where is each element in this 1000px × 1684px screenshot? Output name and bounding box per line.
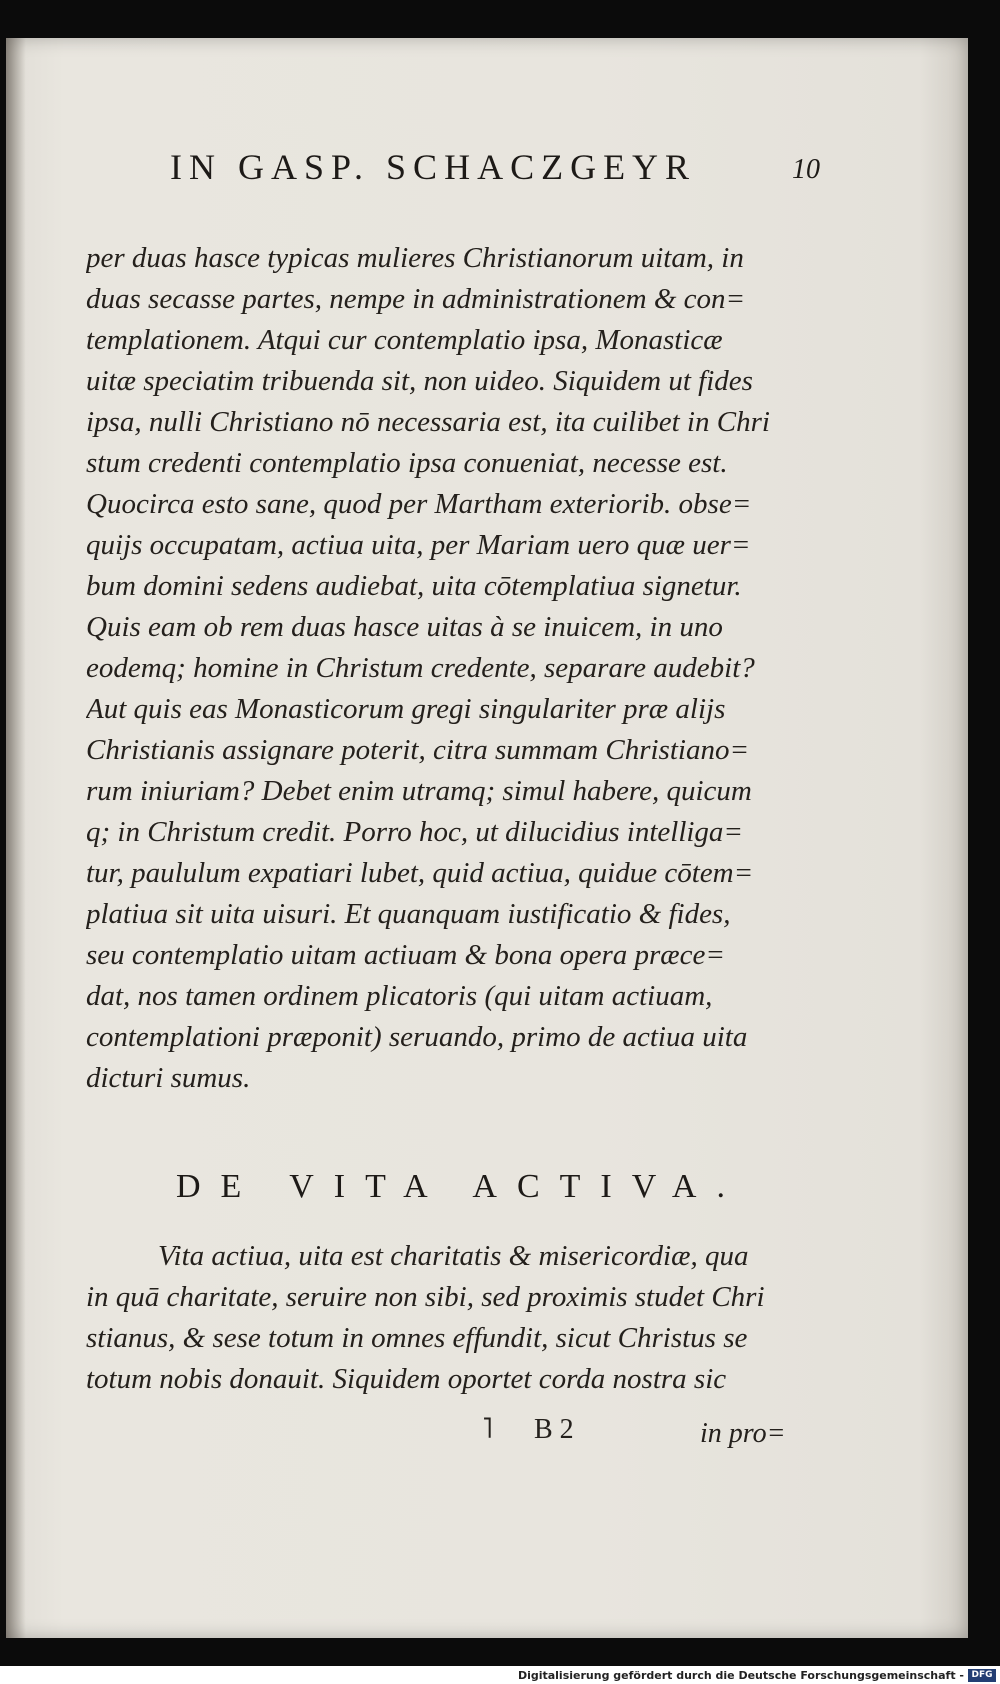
text-line: eodemq; homine in Christum credente, separare audebit? (86, 652, 755, 684)
paragraph-1 (86, 238, 816, 1099)
text-line: uitæ speciatim tribuenda sit, non uideo. Siquidem ut fides (86, 365, 753, 397)
text-line: stum credenti contemplatio ipsa conueniat, necesse est. (86, 447, 728, 479)
text-line: contemplationi præponit) seruando, primo de actiua uita (86, 1021, 748, 1053)
text-line: per duas hasce typicas mulieres Christianorum uitam, in (86, 242, 744, 274)
text-line: Quocirca esto sane, quod per Martham exteriorib. obse= (86, 488, 752, 520)
text-line: platiua sit uita uisuri. Et quanquam iustificatio & fides, (86, 898, 731, 930)
text-line: rum iniuriam? Debet enim utramq; simul habere, quicum (86, 775, 752, 807)
text-line: Aut quis eas Monasticorum gregi singulariter præ alijs (86, 693, 726, 725)
text-line: templationem. Atqui cur contemplatio ipsa, Monasticæ (86, 324, 723, 356)
running-head (170, 132, 820, 192)
text-line: bum domini sedens audiebat, uita cōtemplatiua signetur. (86, 570, 742, 602)
signature-mark-text: B 2 (534, 1414, 574, 1445)
text-line: stianus, & sese totum in omnes effundit, sicut Christus se (86, 1322, 748, 1354)
dfg-logo: DFG (968, 1669, 996, 1682)
gutter-shadow (6, 38, 26, 1638)
text-line: seu contemplatio uitam actiuam & bona opera præce= (86, 939, 725, 971)
running-head-title: IN GASP. SCHACZGEYR (170, 147, 697, 187)
text-line: totum nobis donauit. Siquidem oportet corda nostra sic (86, 1363, 727, 1395)
paragraph-2 (86, 1236, 816, 1400)
signature-line (482, 1414, 802, 1454)
text-line: Vita actiua, uita est charitatis & misericordiæ, qua (158, 1240, 749, 1272)
text-line: q; in Christum credit. Porro hoc, ut dilucidius intelliga= (86, 816, 744, 848)
text-line: duas secasse partes, nempe in administrationem & con= (86, 283, 746, 315)
section-heading: DE VITA ACTIVA. (176, 1168, 745, 1205)
text-line: tur, paululum expatiari lubet, quid actiua, quidue cōtem= (86, 857, 754, 889)
catchword: in pro= (700, 1418, 786, 1449)
footer-credit: Digitalisierung gefördert durch die Deutsche Forschungsgemeinschaft - (517, 1669, 964, 1682)
book-page (6, 38, 968, 1638)
text-line: Christianis assignare poterit, citra summam Christiano= (86, 734, 750, 766)
signature-mark: ˥ (482, 1414, 493, 1445)
page-number: 10 (792, 154, 820, 185)
text-line: dicturi sumus. (86, 1062, 251, 1094)
text-line: in quā charitate, seruire non sibi, sed proximis studet Chri (86, 1281, 765, 1313)
text-line: quijs occupatam, actiua uita, per Mariam uero quæ uer= (86, 529, 751, 561)
text-line: Quis eam ob rem duas hasce uitas à se inuicem, in uno (86, 611, 723, 643)
text-line: ipsa, nulli Christiano nō necessaria est, ita cuilibet in Chri (86, 406, 770, 438)
text-line: dat, nos tamen ordinem plicatoris (qui uitam actiuam, (86, 980, 713, 1012)
